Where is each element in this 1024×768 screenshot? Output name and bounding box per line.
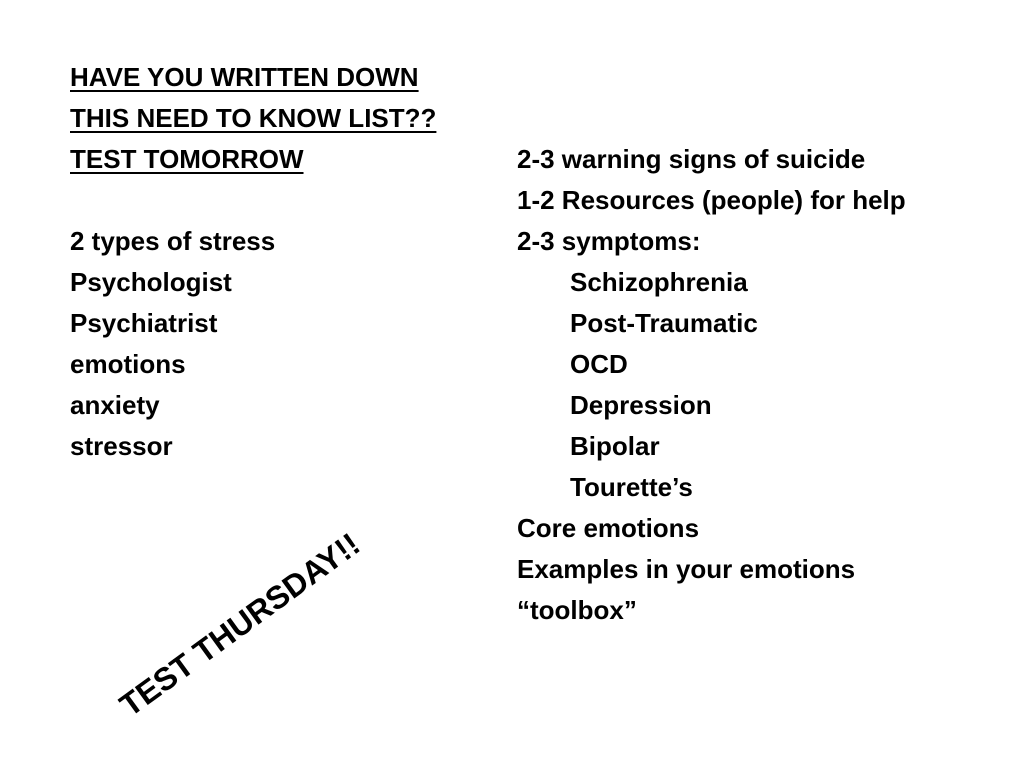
symptom-item: Depression bbox=[570, 390, 712, 420]
right-list-item: 2-3 symptoms: bbox=[517, 226, 701, 256]
right-list-item: Core emotions bbox=[517, 513, 700, 543]
symptom-item: Schizophrenia bbox=[570, 267, 748, 297]
header-line-2: THIS NEED TO KNOW LIST?? bbox=[70, 103, 437, 133]
test-thursday-stamp: TEST THURSDAY!! bbox=[113, 525, 367, 724]
header-line-3: TEST TOMORROW bbox=[70, 144, 304, 174]
symptom-item: Tourette’s bbox=[570, 472, 693, 502]
left-list-item: stressor bbox=[70, 431, 173, 461]
right-list-item: “toolbox” bbox=[517, 595, 637, 625]
symptom-item: Bipolar bbox=[570, 431, 660, 461]
right-list-item: 2-3 warning signs of suicide bbox=[517, 144, 866, 174]
right-list-item: 1-2 Resources (people) for help bbox=[517, 185, 906, 215]
symptom-item: Post-Traumatic bbox=[570, 308, 758, 338]
left-list-item: 2 types of stress bbox=[70, 226, 276, 256]
left-list-item: Psychiatrist bbox=[70, 308, 218, 338]
left-list-item: emotions bbox=[70, 349, 186, 379]
left-list-item: anxiety bbox=[70, 390, 160, 420]
header-line-1: HAVE YOU WRITTEN DOWN bbox=[70, 62, 419, 92]
right-list-item: Examples in your emotions bbox=[517, 554, 856, 584]
symptom-item: OCD bbox=[570, 349, 628, 379]
left-list-item: Psychologist bbox=[70, 267, 232, 297]
